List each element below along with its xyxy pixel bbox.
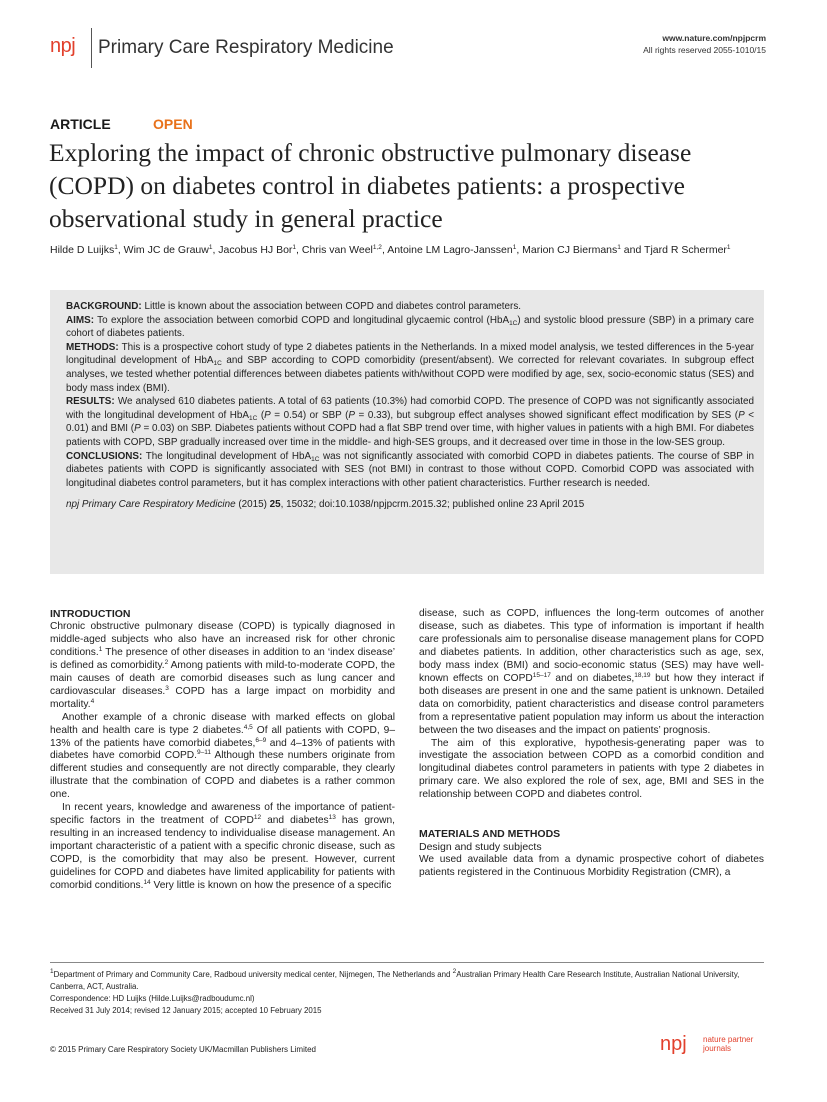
abstract-box <box>50 290 764 574</box>
nature-partner-journals-text <box>703 1035 753 1053</box>
article-title: Exploring the impact of chronic obstructive pulmonary disease (COPD) on diabetes control in diabetes patients: a prospective observational study in general practice <box>49 138 692 233</box>
footnote-rule <box>50 962 764 963</box>
affiliations-text: $^1$Department of Primary and Community Care, Radboud university medical center, Nijmegen, The Netherlands and $^2$Australian Primary Health Care Research Institute, Australian National University, Canberra, ACT, Australia. <box>50 968 740 991</box>
intro-paragraph-3: In recent years, knowledge and awareness of the importance of patient-specific factors in the treatment of COPD$^{12}$ and diabetes$^{13}$ has grown, resulting in an increased tendency to individualise disease management. An important characteristic of a patient with a specific chronic disease, such as COPD, is the comorbidity that may also be present. However, current guidelines for COPD and diabetes have limited applicability for patients with comorbid conditions.$^{14}$ Very little is known on how the presence of a specific <box>50 802 395 892</box>
right-column <box>419 608 764 880</box>
npj-logo: npj <box>50 35 76 57</box>
badge-line-1: nature partner <box>703 1035 754 1044</box>
intro-paragraph-4: The aim of this explorative, hypothesis-generating paper was to investigate the association between COPD as a comorbid condition and longitudinal diabetes control parameters in patients with type 2 diabetes in primary care. We also explored the role of sex, age, BMI and SES in the relationship between COPD and diabetes control. <box>419 737 764 801</box>
badge-line-2: journals <box>703 1044 732 1053</box>
abstract-conclusions: CONCLUSIONS: The longitudinal development of HbA$_{1C}$ was not significantly associated with comorbid COPD in diabetes patients. The course of SBP in diabetes patients with COPD is significantly associated with SES (not BMI) in contrast to those without COPD. Comorbid COPD was associated with longitudinal diabetes control parameters, but it has complex interactions with other patient characteristics. Further research is needed. <box>66 450 755 489</box>
open-access-label: OPEN <box>153 116 193 132</box>
copyright-text: © 2015 Primary Care Respiratory Society UK/Macmillan Publishers Limited <box>50 1045 316 1054</box>
correspondence-text[interactable]: Correspondence: HD Luijks (Hilde.Luijks@radboudumc.nl) <box>50 994 255 1003</box>
intro-paragraph-2: Another example of a chronic disease with marked effects on global health and health care is type 2 diabetes.$^{4,5}$ Of all patients with COPD, 9–13% of the patients have comorbid diabetes,$^{6-9}$ and 4–13% of patients with diabetes have comorbid COPD.$^{9-11}$ Although these numbers originate from different studies and consequently are not directly comparable, they clearly illustrate that the combination of COPD and diabetes is a rather common one. <box>50 711 395 801</box>
methods-heading: MATERIALS AND METHODS <box>419 828 561 841</box>
rights-text: All rights reserved 2055-1010/15 <box>643 45 766 55</box>
introduction-heading: INTRODUCTION <box>50 608 131 620</box>
received-dates: Received 31 July 2014; revised 12 January 2015; accepted 10 February 2015 <box>50 1006 322 1015</box>
abstract-results: RESULTS: We analysed 610 diabetes patients. A total of 63 patients (10.3%) had comorbid COPD. The presence of COPD was not significantly associated with the longitudinal development of HbA$_{1C}$ (P = 0.54) or SBP (P = 0.33), but subgroup effect analyses showed significant effect modification by SES (P < 0.01) and BMI (P = 0.03) on SBP. Diabetes patients without COPD had a flat SBP trend over time, with higher values in patients with a high BMI. For diabetes patients with COPD, SBP gradually increased over time in the middle- and high-SES groups, and it decreased over time in those in the low-SES group. <box>66 396 754 448</box>
intro-paragraph-3-cont: disease, such as COPD, influences the long-term outcomes of another disease, such as diabetes. This type of information is important if health care professionals aim to personalise disease management plans for COPD and diabetes patients. In addition, other characteristics such as age, sex, body mass index (BMI) and socio-economic status (SES) may have well-known effects on COPD$^{15-17}$ and on diabetes,$^{18,19}$ but how they interact if both diseases are present in one and the same patient is unknown. Detailed data on comorbidity, patient characteristics and disease control parameters from a representative patient population may inform us about the interaction between the two diseases and the impact on patients’ prognosis. <box>419 608 765 736</box>
methods-paragraph-1: We used available data from a dynamic prospective cohort of diabetes patients registered in the Continuous Morbidity Registration (CMR), a <box>419 854 764 879</box>
footnotes <box>50 969 764 1017</box>
abstract-methods: METHODS: This is a prospective cohort study of type 2 diabetes patients in the Netherlands. In a mixed model analysis, we tested differences in the 5-year longitudinal development of HbA$_{1C}$ and SBP according to COPD comorbidity (present/absent). We corrected for relevant covariates. In subgroup effect analyses, we tested whether potential differences between diabetes patients with/without COPD were modified by age, sex, socio-economic status (SES) and body mass index (BMI). <box>66 341 754 394</box>
abstract-aims: AIMS: To explore the association between comorbid COPD and longitudinal glycaemic control (HbA$_{1C}$) and systolic blood pressure (SBP) in a primary care cohort of diabetes patients. <box>66 314 754 340</box>
author-list: Hilde D Luijks$^1$, Wim JC de Grauw$^1$, Jacobus HJ Bor$^1$, Chris van Weel$^{1,2}$, Antoine LM Lagro-Janssen$^1$, Marion CJ Biermans$^1$ and Tjard R Schermer$^1$ <box>50 244 731 256</box>
site-url-link[interactable]: www.nature.com/npjpcrm <box>662 33 766 43</box>
npj-badge-logo: npj <box>660 1033 687 1055</box>
journal-name[interactable]: Primary Care Respiratory Medicine <box>98 37 394 58</box>
article-type-label: ARTICLE <box>50 116 111 132</box>
abstract-background: BACKGROUND: Little is known about the association between COPD and diabetes control parameters. <box>66 301 522 312</box>
citation-line[interactable]: npj Primary Care Respiratory Medicine (2015) 25, 15032; doi:10.1038/npjpcrm.2015.32; published online 23 April 2015 <box>66 499 585 511</box>
left-column <box>50 608 395 893</box>
header-divider <box>91 28 92 68</box>
intro-paragraph-1: Chronic obstructive pulmonary disease (COPD) is typically diagnosed in middle-aged subjects who also have an increased risk for other chronic conditions.$^1$ The presence of other diseases in addition to an ‘index disease’ is defined as comorbidity.$^2$ Among patients with mild-to-moderate COPD, the main causes of death are comorbid diseases such as lung cancer and cardiovascular diseases.$^3$ COPD has a large impact on morbidity and mortality.$^4$ <box>50 620 395 710</box>
design-subheading: Design and study subjects <box>419 841 542 854</box>
